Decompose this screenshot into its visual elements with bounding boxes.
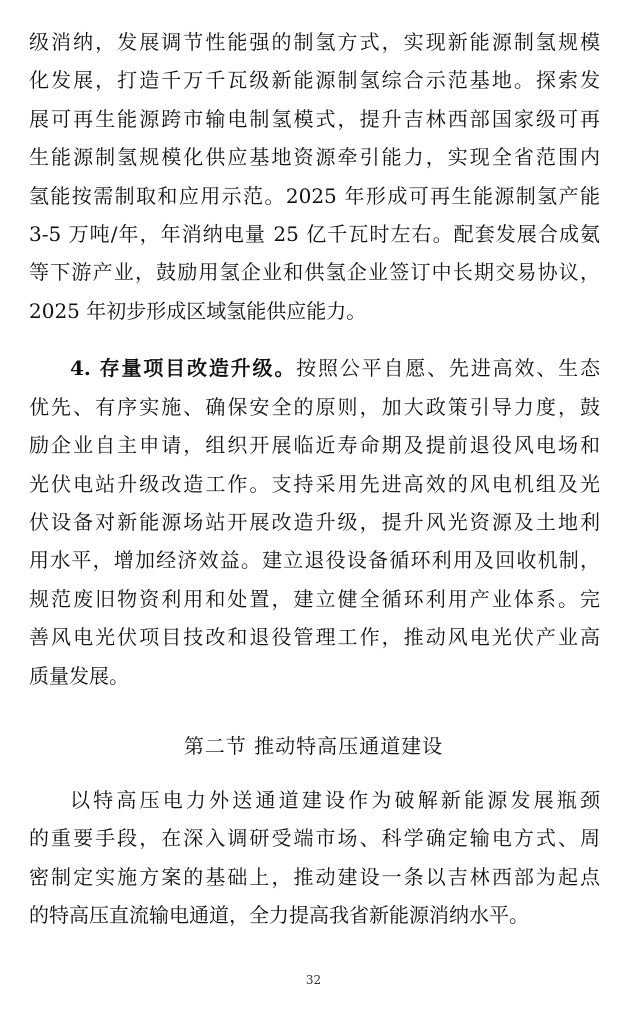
text-line: 化发展，打造千万千瓦级新能源制氢综合示范基地。探索发 xyxy=(29,68,600,92)
text-line: 2025 年初步形成区域氢能供应能力。 xyxy=(29,299,367,323)
text-line: 展可再生能源跨市输电制氢模式，提升吉林西部国家级可再 xyxy=(29,107,600,131)
paragraph-first-line: 以特高压电力外送通道建设作为破解新能源发展瓶颈 xyxy=(70,788,600,812)
text-line: 3-5 万吨/年，年消纳电量 25 亿千瓦时左右。配套发展合成氨 xyxy=(29,222,600,246)
text-line: 密制定实施方案的基础上，推动建设一条以吉林西部为起点 xyxy=(29,865,600,889)
text-line: 等下游产业，鼓励用氢企业和供氢企业签订中长期交易协议， xyxy=(29,260,600,284)
text-line: 氢能按需制取和应用示范。2025 年形成可再生能源制氢产能 xyxy=(29,184,600,208)
text-line: 善风电光伏项目技改和退役管理工作，推动风电光伏产业高 xyxy=(29,625,600,649)
item-text: 按照公平自愿、先进高效、生态 xyxy=(296,356,600,380)
text-line: 光伏电站升级改造工作。支持采用先进高效的风电机组及光 xyxy=(29,472,600,496)
text-line: 的重要手段，在深入调研受端市场、科学确定输电方式、周 xyxy=(29,826,600,850)
text-line: 的特高压直流输电通道，全力提高我省新能源消纳水平。 xyxy=(29,903,529,927)
text-line: 规范废旧物资利用和处置，建立健全循环利用产业体系。完 xyxy=(29,587,600,611)
paragraph-first-line xyxy=(70,350,600,386)
text-line: 用水平，增加经济效益。建立退役设备循环利用及回收机制， xyxy=(29,548,600,572)
text-line: 级消纳，发展调节性能强的制氢方式，实现新能源制氢规模 xyxy=(29,30,600,54)
section-heading: 第二节 推动特高压通道建设 xyxy=(183,734,444,758)
page-number: 32 xyxy=(305,973,322,987)
text-line: 伏设备对新能源场站开展改造升级，提升风光资源及土地利 xyxy=(29,510,600,534)
item-title: 4. 存量项目改造升级。 xyxy=(70,356,297,380)
text-line: 质量发展。 xyxy=(29,664,129,688)
text-line: 生能源制氢规模化供应基地资源牵引能力，实现全省范围内 xyxy=(29,145,600,169)
text-line: 优先、有序实施、确保安全的原则，加大政策引导力度，鼓 xyxy=(29,395,600,419)
text-line: 励企业自主申请，组织开展临近寿命期及提前退役风电场和 xyxy=(29,433,600,457)
